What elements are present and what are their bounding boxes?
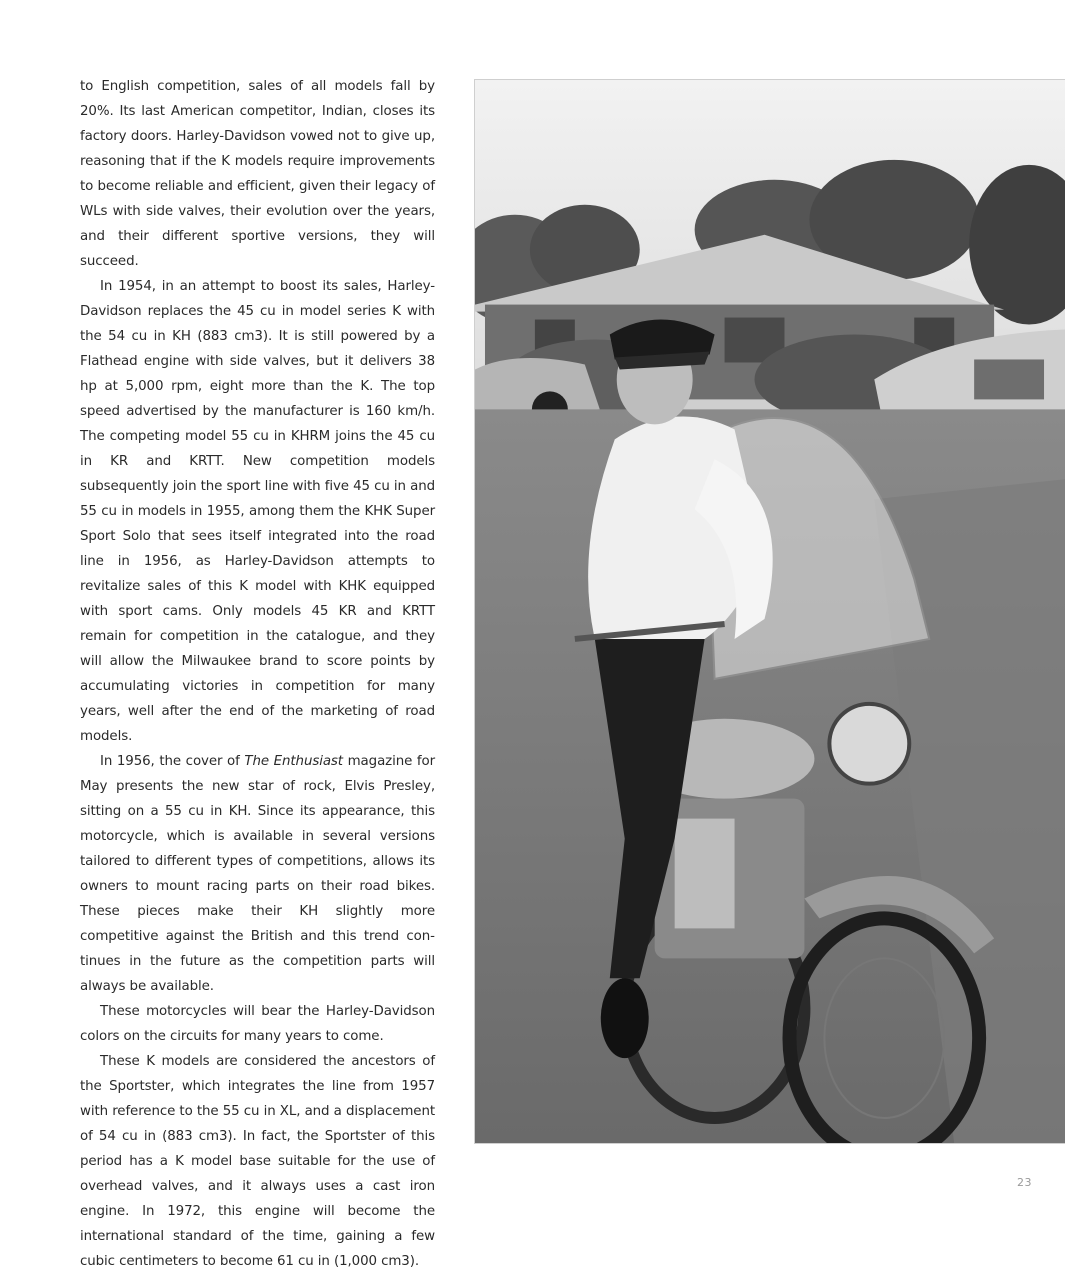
paragraph-2: In 1954, in an attempt to boost its sales, Harley-Davidson replaces the 45 cu in model series K with the 54 cu in KH (883 cm3). It is still powered by a Flathead engine with side valves, but it delivers 38 hp at 5,000 rpm, eight more than the K. The top speed advertised by the manufacturer is 160 km/h. The competing model 55 cu in KHRM joins the 45 cu in KR and KRTT. New competition models subsequently join the sport line with five 45 cu in and 55 cu in models in 1955, among them the KHK Super Sport Solo that sees itself integrated into the road line in 1956, as Harley-Davidson attempts to revitalize sales of this K model with KHK equipped with sport cams. Only models 45 KR and KRTT remain for competition in the catalogue, and they will allow the Milwaukee brand to score points by accumulating victories in competition for many years, well after the end of the marketing of road models. (80, 279, 435, 744)
photo-illustration (475, 80, 1065, 1143)
page-number: 23 (1017, 1176, 1032, 1189)
paragraph-4: These motorcycles will bear the Harley-Davidson colors on the circuits for many years to come. (80, 1004, 435, 1044)
paragraph-3 (80, 749, 435, 999)
paragraph-1: to English competition, sales of all models fall by 20%. Its last American competitor, Indian, closes its factory doors. Harley-Davidson vowed not to give up, reasoning that if the K models require improvements to become reliable and efficient, given their legacy of WLs with side valves, their evolution over the years, and their different sportive versions, they will succeed. (80, 79, 435, 269)
body-text-column (80, 74, 435, 1274)
rider-shoe (601, 978, 649, 1058)
headlight (829, 704, 909, 784)
magazine-title: The Enthusiast (244, 754, 343, 769)
paragraph-3-lead: In 1956, the cover of (100, 754, 245, 769)
paragraph-3-rest: magazine for May presents the new star of rock, Elvis Presley, sitting on a 55 cu in KH. Since its appearance, this motorcycle, which is available in several versions tailored to different types of competitions, allows its owners to mount racing parts on their road bikes. These pieces make their KH slightly more competitive against the British and this trend continues in the future as the competition parts will always be available. (80, 754, 436, 994)
elvis-motorcycle-photo (474, 79, 1065, 1144)
paragraph-5: These K models are considered the ancestors of the Sportster, which integrates the line from 1957 with reference to the 55 cu in XL, and a displacement of 54 cu in (883 cm3). In fact, the Sportster of this period has a K model base suitable for the use of overhead valves, and it always uses a cast iron engine. In 1972, this engine will become the international standard of the time, gaining a few cubic centimeters to become 61 cu in (1,000 cm3). (80, 1054, 435, 1269)
